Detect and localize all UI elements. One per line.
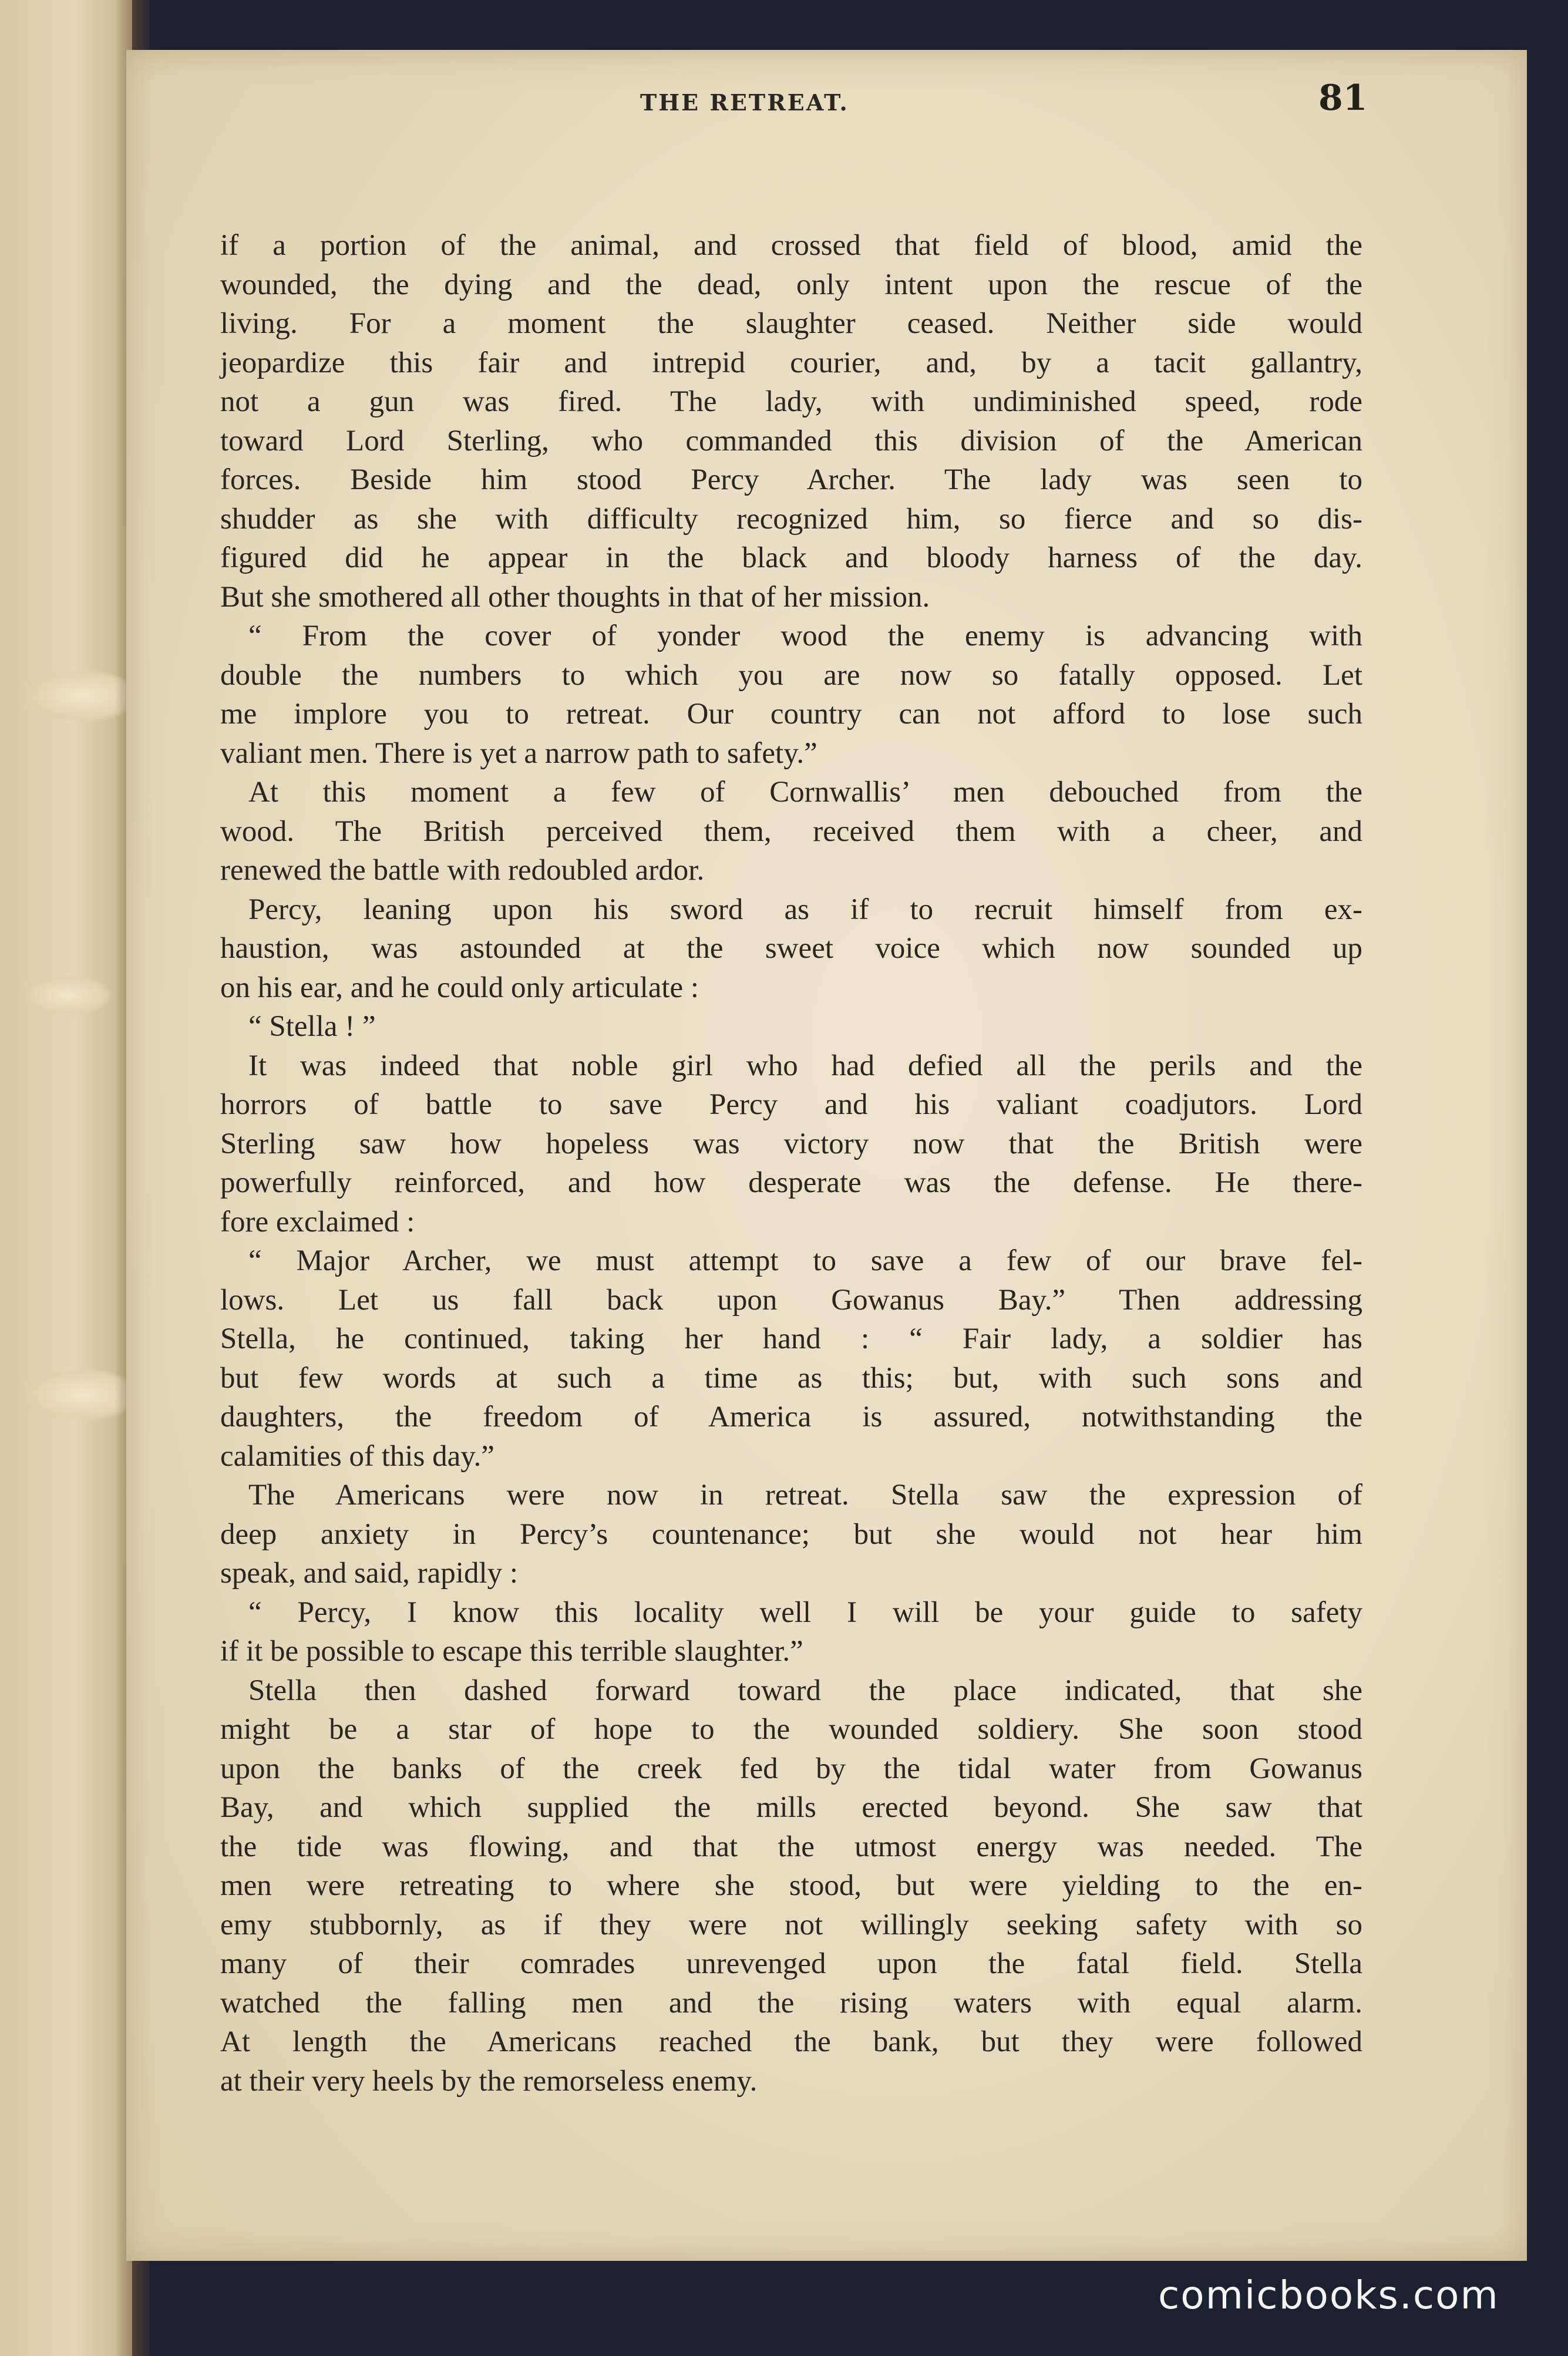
text-line: lows. Let us fall back upon Gowanus Bay.” Then addressing [220, 1283, 1362, 1317]
text-line: figured did he appear in the black and bloody harness of the day. [220, 541, 1362, 574]
text-line: emy stubbornly, as if they were not willingly seeking safety with so [220, 1908, 1362, 1941]
text-line: toward Lord Sterling, who commanded this division of the American [220, 424, 1362, 457]
text-line: “ Major Archer, we must attempt to save a few of our brave fel- [248, 1244, 1362, 1277]
text-line: “ Percy, I know this locality well I will be your guide to safety [248, 1596, 1362, 1629]
text-line: haustion, was astounded at the sweet voice which now sounded up [220, 932, 1362, 965]
text-line: fore exclaimed : [220, 1205, 415, 1238]
text-line: At this moment a few of Cornwallis’ men debouched from the [248, 776, 1362, 809]
text-line: powerfully reinforced, and how desperate was the defense. He there- [220, 1166, 1362, 1199]
text-line: deep anxiety in Percy’s countenance; but she would not hear him [220, 1517, 1362, 1551]
text-line: It was indeed that noble girl who had defied all the perils and the [248, 1049, 1362, 1082]
text-line: not a gun was fired. The lady, with undiminished speed, rode [220, 385, 1362, 418]
text-line: “ Stella ! ” [248, 1010, 376, 1043]
text-line: shudder as she with difficulty recognized him, so fierce and so dis- [220, 502, 1362, 536]
text-line: Stella, he continued, taking her hand : “ Fair lady, a soldier has [220, 1322, 1362, 1355]
text-line: “ From the cover of yonder wood the enemy is advancing with [248, 620, 1362, 652]
text-line: on his ear, and he could only articulate : [220, 971, 699, 1004]
text-line: Percy, leaning upon his sword as if to recruit himself from ex- [248, 893, 1362, 926]
facing-page-edge [0, 0, 132, 2356]
text-line: men were retreating to where she stood, but were yielding to the en- [220, 1869, 1362, 1902]
text-line: Bay, and which supplied the mills erected beyond. She saw that [220, 1791, 1362, 1824]
watermark: comicbooks.com [1158, 2273, 1499, 2318]
body-text [220, 226, 1362, 2101]
text-line: Stella then dashed forward toward the place indicated, that she [248, 1674, 1362, 1707]
text-line: watched the falling men and the rising waters with equal alarm. [220, 1986, 1362, 2020]
text-line: the tide was flowing, and that the utmost energy was needed. The [220, 1830, 1362, 1863]
text-line: speak, and said, rapidly : [220, 1557, 519, 1590]
text-line: At length the Americans reached the bank, but they were followed [220, 2025, 1362, 2058]
text-line: might be a star of hope to the wounded soldiery. She soon stood [220, 1713, 1362, 1746]
torn-paper-mark [23, 975, 112, 1016]
running-head: THE RETREAT. [640, 89, 849, 116]
text-line: renewed the battle with redoubled ardor. [220, 854, 705, 887]
text-line: living. For a moment the slaughter ceased. Neither side would [220, 307, 1362, 340]
text-line: forces. Beside him stood Percy Archer. The lady was seen to [220, 463, 1362, 496]
text-line: wounded, the dying and the dead, only intent upon the rescue of the [220, 268, 1362, 301]
text-line: me implore you to retreat. Our country can not afford to lose such [220, 698, 1362, 731]
text-line: if a portion of the animal, and crossed that field of blood, amid the [220, 229, 1362, 262]
text-line: double the numbers to which you are now so fatally opposed. Let [220, 658, 1362, 692]
text-line: daughters, the freedom of America is assured, notwithstanding the [220, 1401, 1362, 1433]
text-line: if it be possible to escape this terrible slaughter.” [220, 1635, 803, 1668]
text-line: valiant men. There is yet a narrow path to safety.” [220, 736, 817, 770]
text-line: many of their comrades unrevenged upon the fatal field. Stella [220, 1947, 1362, 1980]
text-line: The Americans were now in retreat. Stella saw the expression of [248, 1479, 1362, 1512]
text-line: Sterling saw how hopeless was victory now that the British were [220, 1127, 1362, 1160]
text-line: horrors of battle to save Percy and his valiant coadjutors. Lord [220, 1088, 1362, 1121]
text-line: wood. The British perceived them, received them with a cheer, and [220, 814, 1362, 848]
text-line: But she smothered all other thoughts in that of her mission. [220, 580, 930, 614]
text-line: calamities of this day.” [220, 1439, 494, 1473]
text-line: but few words at such a time as this; but, with such sons and [220, 1361, 1362, 1395]
text-line: upon the banks of the creek fed by the tidal water from Gowanus [220, 1752, 1362, 1785]
text-line: jeopardize this fair and intrepid courier, and, by a tacit gallantry, [220, 346, 1362, 379]
text-line: at their very heels by the remorseless enemy. [220, 2064, 758, 2098]
